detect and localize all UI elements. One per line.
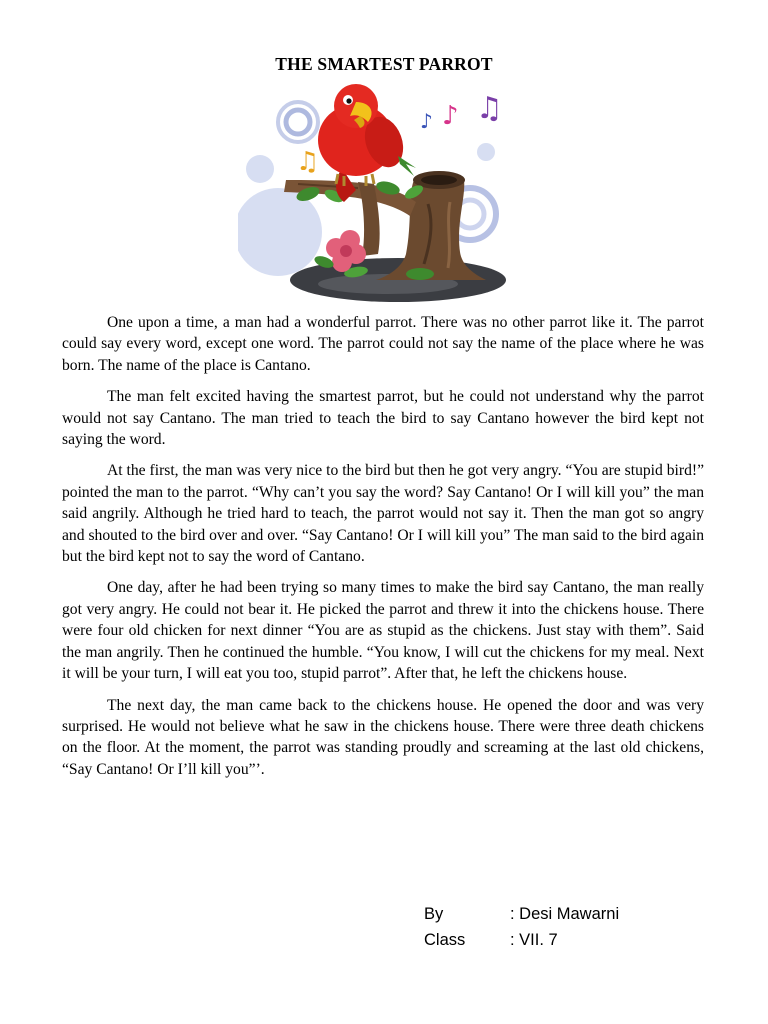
story-paragraph: One day, after he had been trying so many times to make the bird say Cantano, the man really got very angry. He could not bear it. He picked the parrot and threw it into the chickens house. There were four old chicken for next dinner “You are as stupid as the chickens. Just stay with them”. Said the man angrily. Then he continued the humble. “You know, I will cut the chickens for my meal. Next it will be your turn, I will eat you too, stupid parrot”. After that, he left the chickens house. <box>62 579 704 683</box>
svg-text:♪: ♪ <box>420 109 433 133</box>
byline-class-label: Class <box>424 931 466 949</box>
byline-class-value: : VII. 7 <box>510 931 558 949</box>
svg-text:♪: ♪ <box>442 101 459 131</box>
story-title: THE SMARTEST PARROT <box>275 54 493 74</box>
byline-by-label: By <box>424 905 444 923</box>
svg-text:♫: ♫ <box>296 147 320 177</box>
svg-text:♫: ♫ <box>476 91 503 126</box>
story-paragraph: The next day, the man came back to the chickens house. He opened the door and was very surprised. He would not believe what he saw in the chickens house. There were three death chickens on the floor. At the moment, the parrot was standing proudly and screaming at the last old chickens, “Say Cantano! Or I’ll kill you”’. <box>62 696 704 778</box>
byline-author-row <box>424 901 619 927</box>
byline-author-name: : Desi Mawarni <box>510 905 620 923</box>
author-byline <box>424 901 619 953</box>
story-paragraph: At the first, the man was very nice to the bird but then he got very angry. “You are stupid bird!” pointed the man to the parrot. “Why can’t you say the word? Say Cantano! Or I will kill you” the man said angrily. Although he tried hard to teach, the parrot would not say it. Then the man got so angry and shouted to the bird over and over. “Say Cantano! Or I will kill you” The man said to the bird again but the bird kept not to say the word of Cantano. <box>62 462 704 566</box>
story-body <box>62 312 704 790</box>
parrot-illustration <box>238 84 528 304</box>
story-paragraph: The man felt excited having the smartest parrot, but he could not understand why the parrot would not say Cantano. The man tried to teach the bird to say Cantano however the bird kept not saying the word. <box>62 388 704 449</box>
story-paragraph: One upon a time, a man had a wonderful parrot. There was no other parrot like it. The parrot could say every word, except one word. The parrot could not say the name of the place where he was born. The name of the place is Cantano. <box>62 314 704 374</box>
byline-class-row <box>424 927 619 953</box>
